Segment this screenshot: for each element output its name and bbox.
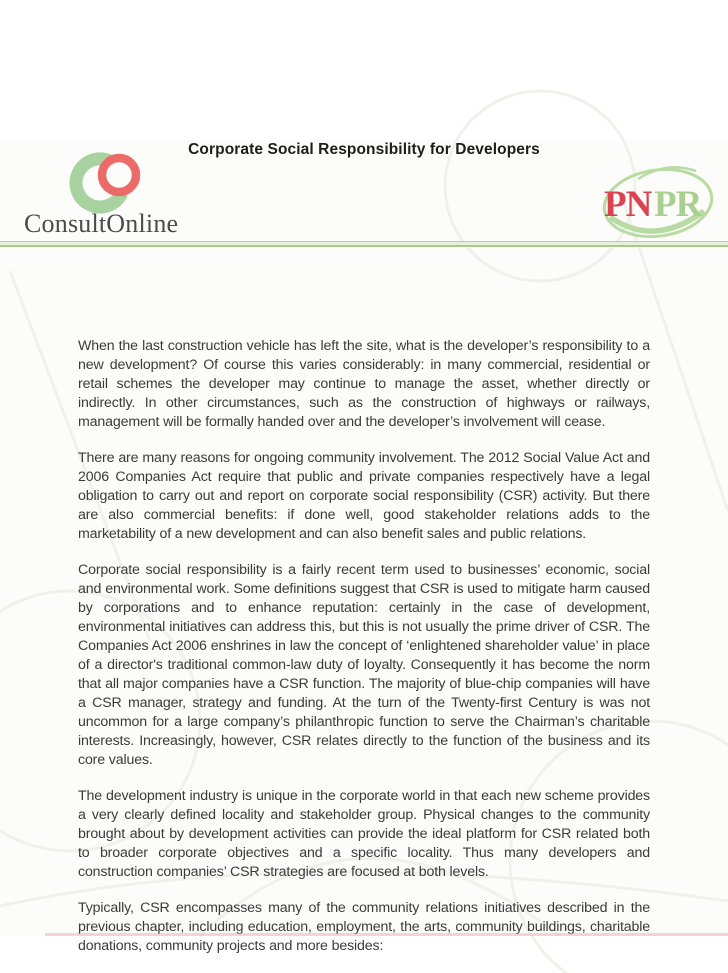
paragraph-typically: Typically, CSR encompasses many of the community relations initiatives described in the previous chapter, including education, employment, the arts, community buildings, charitable donations, community projects and more besides: [78,900,650,954]
paragraph-development-industry: The development industry is unique in the corporate world in that each new scheme provides a very clearly defined locality and stakeholder group. Physical changes to the community brought about by development activities can provide the ideal platform for CSR related both to broader corporate objectives and a specific locality. Thus many developers and construction companies’ CSR strategies are focused at both levels. [78,788,650,880]
pnpr-text-green: PR [654,184,702,225]
brand-name-text: ConsultOnline [24,209,179,238]
paragraph-reasons: There are many reasons for ongoing community involvement. The 2012 Social Value Act and 2006 Companies Act require that public and private companies respectively have a legal obligation to carry out and report on corporate social responsibility (CSR) activity. But there are also commercial benefits: if done well, good stakeholder relations adds to the marketability of a new development and can also benefit sales and public relations. [78,450,650,542]
paragraph-intro: When the last construction vehicle has left the site, what is the developer’s responsibility to a new development? Of course this varies considerably: in many commercial, residential or retail schemes the developer may continue to manage the asset, whether directly or indirectly. In other circumstances, such as the construction of highways or railways, management will be formally handed over and the developer’s involvement will cease. [78,338,650,430]
page-title: Corporate Social Responsibility for Developers [188,141,540,158]
consultonline-brand [24,147,178,239]
document-body [78,337,650,973]
pnpr-text-red: PN [604,184,652,225]
pnpr-logo [596,153,716,243]
consultonline-logo-icon [62,147,142,215]
document-page [0,141,728,954]
paragraph-csr-definition: Corporate social responsibility is a fairly recent term used to businesses’ economic, social and environmental work. Some definitions suggest that CSR is used to mitigate harm caused by corporations and to enhance reputation: certainly in the case of development, environmental initiatives can address this, but this is not usually the prime driver of CSR. The Companies Act 2006 enshrines in law the concept of ‘enlightened shareholder value’ in place of a director's traditional common-law duty of loyalty. Consequently it has become the norm that all major companies have a CSR function. The majority of blue-chip companies will have a CSR manager, strategy and funding. At the turn of the Twenty-first Century is was not uncommon for a large company’s philanthropic function to serve the Chairman’s charitable interests. Increasingly, however, CSR relates directly to the function of the business and its core values. [78,562,650,768]
bottom-crop-edge [45,933,728,936]
header-divider-rule [0,241,728,247]
